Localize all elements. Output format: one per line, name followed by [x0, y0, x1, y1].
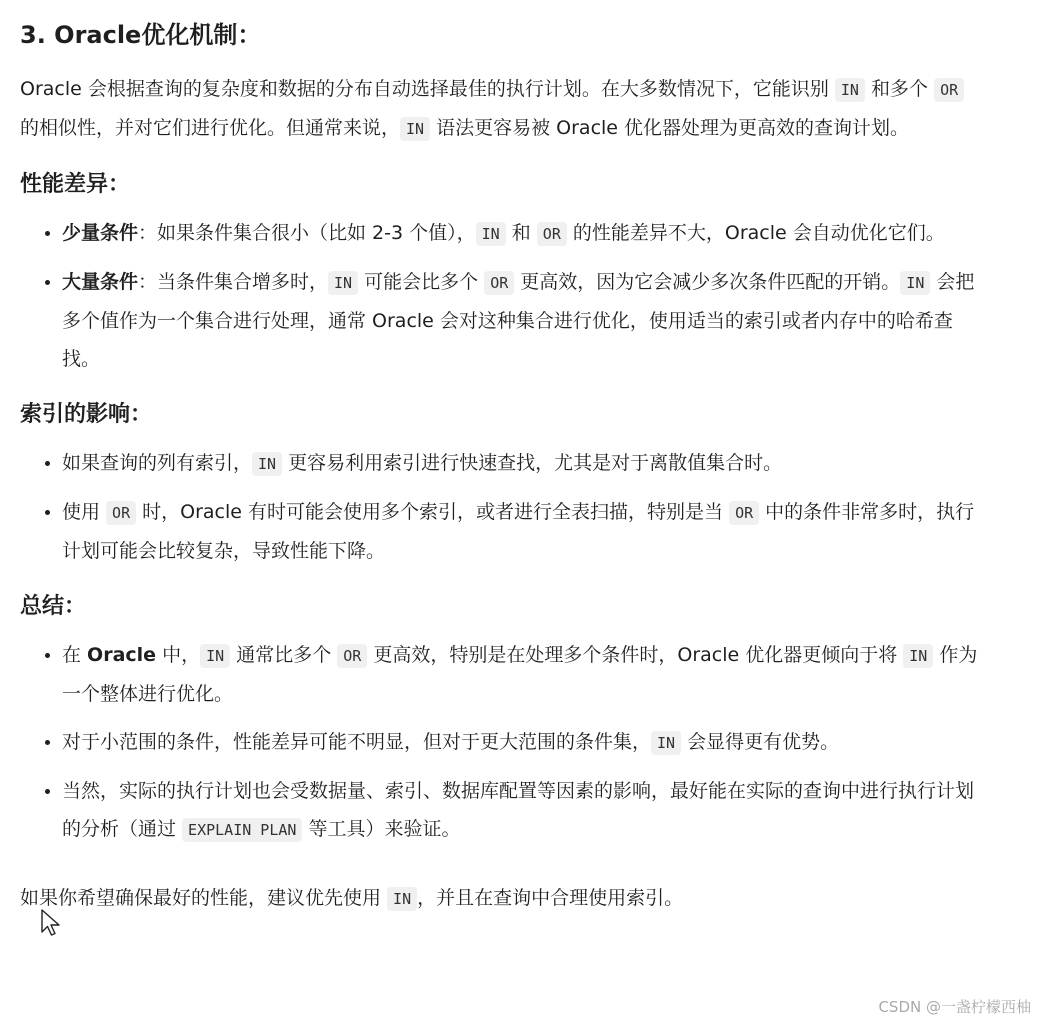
code-in: IN [651, 731, 681, 755]
code-in: IN [903, 644, 933, 668]
summary-heading: 总结： [20, 594, 87, 619]
perf-list [20, 214, 980, 378]
list-item: • 少量条件：如果条件集合很小（比如 2-3 个值）， IN 和 OR 的性能差异不大，Oracle 会自动优化它们。 [62, 214, 980, 253]
code-in: IN [200, 644, 230, 668]
list-item: • 大量条件：当条件集合增多时， IN 可能会比多个 OR 更高效，因为它会减少多次条件匹配的开销。 IN 会把多个值作为一个集合进行处理，通常 Oracle 会对这种集合进行优化，使用适当的索引或者内存中的哈希查找。 [62, 263, 980, 378]
closing-paragraph: 如果你希望确保最好的性能，建议优先使用 IN ，并且在查询中合理使用索引。 [20, 887, 684, 909]
intro-paragraph: Oracle 会根据查询的复杂度和数据的分布自动选择最佳的执行计划。在大多数情况下，它能识别 IN 和多个 OR 的相似性，并对它们进行优化。但通常来说， IN 语法更容易被 Oracle 优化器处理为更高效的查询计划。 [20, 70, 980, 148]
article-body [20, 18, 980, 918]
perf-heading: 性能差异： [20, 172, 131, 197]
list-item: • 在 Oracle 中， IN 通常比多个 OR 更高效，特别是在处理多个条件时，Oracle 优化器更倾向于将 IN 作为一个整体进行优化。 [62, 636, 980, 713]
code-in: IN [387, 887, 417, 911]
code-in: IN [328, 271, 358, 295]
code-in: IN [400, 117, 430, 141]
list-item: • 当然，实际的执行计划也会受数据量、索引、数据库配置等因素的影响，最好能在实际的查询中进行执行计划的分析（通过 EXPLAIN PLAN 等工具）来验证。 [62, 772, 980, 849]
code-explain-plan: EXPLAIN PLAN [182, 818, 302, 842]
list-item: • 对于小范围的条件，性能差异可能不明显，但对于更大范围的条件集， IN 会显得更有优势。 [62, 723, 980, 762]
code-in: IN [476, 222, 506, 246]
list-item: • 如果查询的列有索引， IN 更容易利用索引进行快速查找，尤其是对于离散值集合时。 [62, 444, 980, 483]
mouse-pointer-icon [40, 908, 62, 938]
summary-list [20, 636, 980, 849]
code-or: OR [106, 501, 136, 525]
list-item: • 使用 OR 时，Oracle 有时可能会使用多个索引，或者进行全表扫描，特别是当 OR 中的条件非常多时，执行计划可能会比较复杂，导致性能下降。 [62, 493, 980, 570]
code-or: OR [537, 222, 567, 246]
index-heading: 索引的影响： [20, 402, 153, 427]
code-in: IN [900, 271, 930, 295]
code-or: OR [934, 78, 964, 102]
code-in: IN [835, 78, 865, 102]
watermark: CSDN @一盏柠檬西柚 [878, 998, 1031, 1016]
code-or: OR [484, 271, 514, 295]
code-or: OR [337, 644, 367, 668]
code-or: OR [729, 501, 759, 525]
section-heading: 3. Oracle优化机制： [20, 21, 262, 49]
index-list [20, 444, 980, 570]
code-in: IN [252, 452, 282, 476]
